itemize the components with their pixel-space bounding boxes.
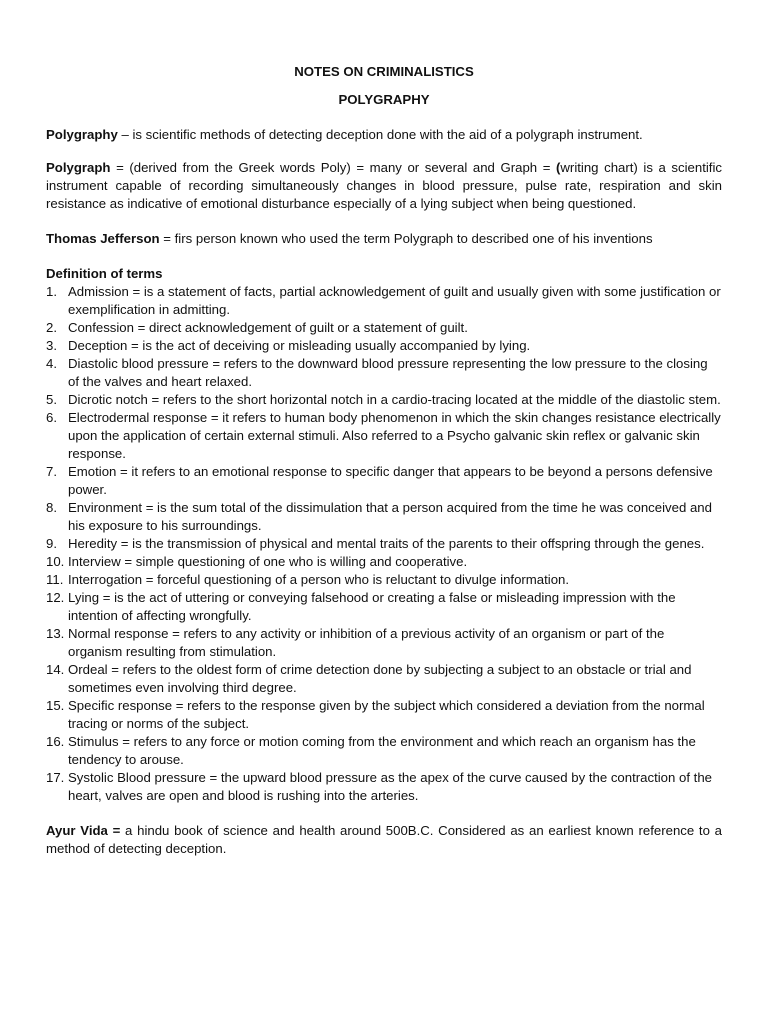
- list-item-text: Specific response = refers to the response given by the subject which considered a deviation from the normal tracing or norms of the subject.: [68, 698, 705, 731]
- list-item-text: Interview = simple questioning of one who is willing and cooperative.: [68, 554, 468, 569]
- polygraph-definition-part-a: = (derived from the Greek words Poly) = many or several and Graph =: [110, 160, 556, 175]
- ayur-vida-term: Ayur Vida =: [46, 823, 121, 838]
- list-item-text: Stimulus = refers to any force or motion coming from the environment and which reach an organism has the tendency to arouse.: [68, 734, 696, 767]
- list-item-text: Deception = is the act of deceiving or misleading usually accompanied by lying.: [68, 338, 531, 353]
- document-page: [46, 62, 722, 858]
- list-item-number: 12.: [46, 590, 65, 605]
- list-item-text: Lying = is the act of uttering or conveying falsehood or creating a false or misleading impression with the intention of affecting wrongfully.: [68, 590, 676, 623]
- list-item-text: Normal response = refers to any activity or inhibition of a previous activity of an organism or part of the organism resulting from stimulation.: [68, 626, 665, 659]
- definitions-list: [46, 283, 722, 805]
- list-item-number: 5.: [46, 392, 57, 407]
- list-item: [46, 697, 722, 733]
- jefferson-definition: = firs person known who used the term Polygraph to described one of his inventions: [159, 231, 653, 246]
- list-item: [46, 283, 722, 319]
- document-title: NOTES ON CRIMINALISTICS: [294, 64, 474, 79]
- list-item-text: Diastolic blood pressure = refers to the downward blood pressure representing the low pressure to the closing of the valves and heart relaxed.: [68, 356, 708, 389]
- jefferson-term: Thomas Jefferson: [46, 231, 160, 246]
- list-item-text: Ordeal = refers to the oldest form of crime detection done by subjecting a subject to an obstacle or trial and sometimes even involving third degree.: [68, 662, 692, 695]
- ayur-vida-paragraph: [46, 822, 722, 858]
- ayur-vida-definition: a hindu book of science and health around 500B.C. Considered as an earliest known reference to a method of detecting deception.: [46, 823, 722, 856]
- polygraph-term: Polygraph: [46, 160, 111, 175]
- list-item: [46, 337, 722, 355]
- list-item-text: Dicrotic notch = refers to the short horizontal notch in a cardio-tracing located at the middle of the diastolic stem.: [68, 392, 721, 407]
- list-item-number: 10.: [46, 554, 65, 569]
- list-item-text: Systolic Blood pressure = the upward blood pressure as the apex of the curve caused by the contraction of the heart, valves are open and blood is rushing into the arteries.: [68, 770, 713, 803]
- jefferson-paragraph: [46, 230, 722, 248]
- list-item-number: 7.: [46, 464, 57, 479]
- polygraph-paren: (: [556, 160, 561, 175]
- list-item: [46, 319, 722, 337]
- list-item-number: 14.: [46, 662, 65, 677]
- list-item-text: Interrogation = forceful questioning of a person who is reluctant to divulge information.: [68, 572, 570, 587]
- list-item-number: 1.: [46, 284, 57, 299]
- list-item: [46, 589, 722, 625]
- list-item-number: 9.: [46, 536, 57, 551]
- polygraph-paragraph: [46, 159, 722, 213]
- list-item-number: 15.: [46, 698, 65, 713]
- list-item: [46, 391, 722, 409]
- list-item-number: 17.: [46, 770, 65, 785]
- list-item-number: 11.: [46, 572, 64, 587]
- list-item: [46, 571, 722, 589]
- list-item-number: 2.: [46, 320, 57, 335]
- list-item: [46, 463, 722, 499]
- list-item-number: 3.: [46, 338, 57, 353]
- list-item: [46, 535, 722, 553]
- list-item-number: 6.: [46, 410, 57, 425]
- list-item-text: Confession = direct acknowledgement of guilt or a statement of guilt.: [68, 320, 468, 335]
- polygraphy-definition: – is scientific methods of detecting deception done with the aid of a polygraph instrument.: [117, 127, 643, 142]
- list-item: [46, 553, 722, 571]
- list-item-text: Electrodermal response = it refers to human body phenomenon in which the skin changes resistance electrically upon the application of certain external stimuli. Also referred to a Psycho galvanic skin reflex or galvanic skin response.: [68, 410, 721, 461]
- polygraph-definition-part-b: writing chart) is a scientific instrument capable of recording simultaneously changes in blood pressure, pulse rate, respiration and skin resistance as indicative of emotional disturbance especially of a lying subject when being questioned.: [46, 160, 722, 211]
- list-item-number: 13.: [46, 626, 65, 641]
- list-item: [46, 625, 722, 661]
- list-item-number: 8.: [46, 500, 57, 515]
- list-item: [46, 733, 722, 769]
- list-item: [46, 499, 722, 535]
- list-item: [46, 355, 722, 391]
- document-subtitle: POLYGRAPHY: [338, 92, 430, 107]
- polygraphy-term: Polygraphy: [46, 127, 118, 142]
- list-item: [46, 661, 722, 697]
- definitions-heading: Definition of terms: [46, 266, 163, 281]
- list-item: [46, 769, 722, 805]
- list-item-number: 16.: [46, 734, 65, 749]
- list-item-number: 4.: [46, 356, 57, 371]
- list-item-text: Environment = is the sum total of the dissimulation that a person acquired from the time he was conceived and his exposure to his surroundings.: [68, 500, 712, 533]
- list-item-text: Emotion = it refers to an emotional response to specific danger that appears to be beyond a persons defensive power.: [68, 464, 713, 497]
- list-item-text: Admission = is a statement of facts, partial acknowledgement of guilt and usually given with some justification or exemplification in admitting.: [68, 284, 721, 317]
- list-item-text: Heredity = is the transmission of physical and mental traits of the parents to their offspring through the genes.: [68, 536, 705, 551]
- list-item: [46, 409, 722, 463]
- polygraphy-paragraph: [46, 126, 722, 144]
